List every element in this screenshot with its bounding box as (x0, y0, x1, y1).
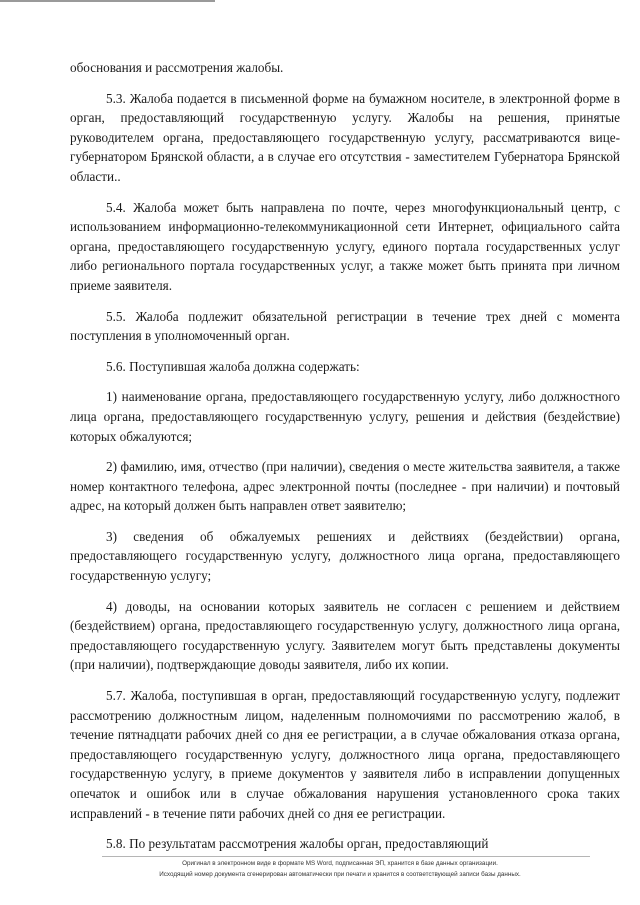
paragraph-5-6: 5.6. Поступившая жалоба должна содержать: (106, 358, 360, 374)
paragraph-5-5: 5.5. Жалоба подлежит обязательной регистрации в течение трех дней с момента поступления в уполномоченный орган. (70, 308, 620, 344)
paragraph-5-7: 5.7. Жалоба, поступившая в орган, предоставляющий государственную услугу, подлежит рассмотрению должностным лицом, наделенным полномочиями по рассмотрению жалоб, в течение пятнадцати рабочих дней со дня ее регистрации, а в случае обжалования отказа органа, предоставляющего государственную услугу, должностного лица органа, предоставляющего государственную услугу, в приеме документов у заявителя либо в исправлении допущенных опечаток и ошибок или в случае обжалования нарушения установленного срока таких исправлений - в течение пяти рабочих дней со дня ее регистрации. (70, 688, 620, 821)
paragraph-5-4: 5.4. Жалоба может быть направлена по почте, через многофункциональный центр, с использованием информационно-телекоммуникационной сети Интернет, официального сайта органа, предоставляющего государственную услугу, единого портала государственных услуг либо регионального портала государственных услуг, а также может быть принята при личном приеме заявителя. (70, 199, 620, 293)
paragraph-5-3: 5.3. Жалоба подается в письменной форме на бумажном носителе, в электронной форме в орган, предоставляющий государственную услугу. Жалобы на решения, принятые руководителем органа, предоставляющего государственную услугу, рассматриваются вице-губернатором Брянской области, а в случае его отсутствия - заместителем Губернатора Брянской области.. (70, 90, 620, 184)
document-body (70, 58, 620, 865)
paragraph-5-8: 5.8. По результатам рассмотрения жалобы орган, предоставляющий (106, 836, 489, 852)
footer-rule (102, 856, 590, 857)
footer-line-outgoing-number: Исходящий номер документа сгенерирован автоматически при печати и хранится в соответствующей записи базы данных. (159, 871, 521, 878)
paragraph-continuation: обоснования и рассмотрения жалобы. (70, 60, 284, 75)
list-item-3: 3) сведения об обжалуемых решениях и действиях (бездействии) органа, предоставляющего государственную услугу, должностного лица органа, предоставляющего государственную услугу; (70, 528, 620, 584)
list-item-1: 1) наименование органа, предоставляющего государственную услугу, либо должностного лица органа, предоставляющего государственную услугу, решения и действия (бездействие) которых обжалуются; (70, 389, 620, 444)
list-item-4: 4) доводы, на основании которых заявитель не согласен с решением и действием (бездействием) органа, предоставляющего государственную услугу, должностного лица органа, предоставляющего государственную услугу. Заявителем могут быть представлены документы (при наличии), подтверждающие доводы заявителя, либо их копии. (70, 598, 620, 673)
top-rule (0, 0, 215, 2)
list-item-2: 2) фамилию, имя, отчество (при наличии), сведения о месте жительства заявителя, а также номер контактного телефона, адрес электронной почты (последнее - при наличии) и почтовый адрес, на который должен быть направлен ответ заявителю; (70, 459, 620, 514)
page-footer (0, 858, 640, 880)
footer-line-original: Оригинал в электронном виде в формате MS Word, подписанная ЭП, хранится в базе данных организации. (182, 860, 498, 867)
